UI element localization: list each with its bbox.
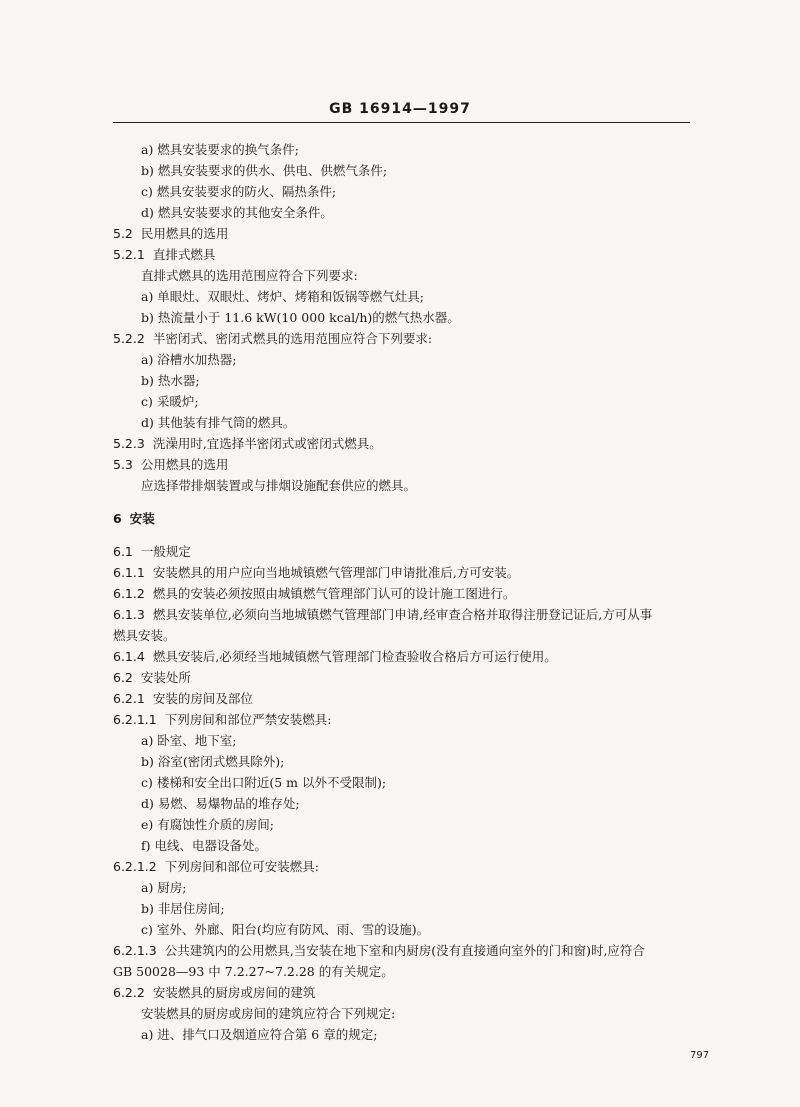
clause-number: 5.2.1 <box>113 247 145 262</box>
line-text: 应选择带排烟装置或与排烟设施配套供应的燃具。 <box>141 478 417 493</box>
clause-number: 6.2.2 <box>113 985 145 1000</box>
clause-line <box>113 583 515 604</box>
text-line <box>141 898 225 919</box>
clause-text: 燃具安装后,必须经当地城镇燃气管理部门检查验收合格后方可运行使用。 <box>152 649 557 664</box>
clause-number: 6 <box>113 511 122 526</box>
clause-text: 洗澡用时,宜选择半密闭式或密闭式燃具。 <box>152 436 382 451</box>
clause-line <box>113 244 215 265</box>
clause-line <box>113 541 191 562</box>
clause-text: 一般规定 <box>140 544 191 559</box>
line-text: b) 热水器; <box>141 373 200 388</box>
text-line <box>141 286 424 307</box>
clause-number: 6.1.4 <box>113 649 145 664</box>
clause-text: 下列房间和部位可安装燃具: <box>164 859 319 874</box>
line-text: e) 有腐蚀性介质的房间; <box>141 817 274 832</box>
clause-text: 燃具安装单位,必须向当地城镇燃气管理部门申请,经审查合格并取得注册登记证后,方可从事 <box>152 607 653 622</box>
clause-text: 安装的房间及部位 <box>152 691 253 706</box>
clause-line <box>113 688 253 709</box>
line-text: 直排式燃具的选用范围应符合下列要求: <box>141 268 358 283</box>
text-line <box>141 181 336 202</box>
line-text: c) 楼梯和安全出口附近(5 m 以外不受限制); <box>141 775 387 790</box>
line-text: c) 燃具安装要求的防火、隔热条件; <box>141 184 337 199</box>
line-text: f) 电线、电器设备处。 <box>141 838 267 853</box>
line-text: 燃具安装。 <box>113 628 176 643</box>
clause-line <box>113 709 331 730</box>
text-line <box>141 751 284 772</box>
text-line <box>141 919 429 940</box>
line-text: c) 室外、外廊、阳台(均应有防风、雨、雪的设施)。 <box>141 922 430 937</box>
line-text: a) 燃具安装要求的换气条件; <box>141 142 300 157</box>
clause-number: 6.2.1 <box>113 691 145 706</box>
clause-number: 5.2 <box>113 226 133 241</box>
page-header: GB 16914—1997 <box>329 101 471 117</box>
clause-line <box>113 328 432 349</box>
text-line <box>141 160 387 181</box>
clause-line <box>113 982 315 1003</box>
text-line <box>141 1003 395 1024</box>
clause-line <box>113 454 228 475</box>
clause-number: 6.1.3 <box>113 607 145 622</box>
line-text: 安装燃具的厨房或房间的建筑应符合下列规定: <box>141 1006 396 1021</box>
clause-line <box>113 223 228 244</box>
line-text: b) 燃具安装要求的供水、供电、供燃气条件; <box>141 163 388 178</box>
line-text: a) 进、排气口及烟道应符合第 6 章的规定; <box>141 1027 378 1042</box>
clause-number: 5.3 <box>113 457 133 472</box>
clause-text: 安装燃具的用户应向当地城镇燃气管理部门申请批准后,方可安装。 <box>152 565 520 580</box>
line-text: b) 浴室(密闭式燃具除外); <box>141 754 285 769</box>
text-line <box>141 391 199 412</box>
text-line <box>141 370 200 391</box>
clause-text: 半密闭式、密闭式燃具的选用范围应符合下列要求: <box>152 331 433 346</box>
line-text: a) 厨房; <box>141 880 187 895</box>
clause-line <box>113 562 519 583</box>
clause-line <box>113 940 645 961</box>
text-line <box>141 814 274 835</box>
clause-text: 安装 <box>129 511 155 526</box>
clause-number: 6.2.1.2 <box>113 859 157 874</box>
line-text: d) 其他装有排气筒的燃具。 <box>141 415 296 430</box>
clause-text: 直排式燃具 <box>152 247 216 262</box>
clause-number: 6.1.1 <box>113 565 145 580</box>
page-number: 797 <box>690 1050 710 1061</box>
text-line <box>141 772 386 793</box>
text-line <box>141 835 267 856</box>
text-line <box>141 202 333 223</box>
header-rule <box>113 122 690 123</box>
text-line <box>141 793 300 814</box>
clause-number: 5.2.3 <box>113 436 145 451</box>
clause-text: 下列房间和部位严禁安装燃具: <box>164 712 332 727</box>
clause-line <box>113 604 652 625</box>
text-line <box>141 349 237 370</box>
text-line <box>141 307 460 328</box>
text-line <box>141 877 187 898</box>
clause-text: 安装处所 <box>140 670 191 685</box>
clause-text: 安装燃具的厨房或房间的建筑 <box>152 985 316 1000</box>
text-line <box>113 625 176 646</box>
line-text: b) 非居住房间; <box>141 901 225 916</box>
clause-line <box>113 433 382 454</box>
text-line <box>141 475 416 496</box>
text-line <box>141 1024 377 1045</box>
clause-text: 燃具的安装必须按照由城镇燃气管理部门认可的设计施工图进行。 <box>152 586 516 601</box>
text-line <box>141 730 237 751</box>
text-line <box>113 961 394 982</box>
line-text: GB 50028—93 中 7.2.27~7.2.28 的有关规定。 <box>113 964 394 979</box>
clause-line <box>113 667 191 688</box>
line-text: d) 易燃、易爆物品的堆存处; <box>141 796 300 811</box>
clause-line <box>113 508 155 529</box>
line-text: a) 卧室、地下室; <box>141 733 237 748</box>
clause-text: 公共建筑内的公用燃具,当安装在地下室和内厨房(没有直接通向室外的门和窗)时,应符合 <box>164 943 645 958</box>
clause-text: 公用燃具的选用 <box>140 457 229 472</box>
clause-number: 6.2.1.1 <box>113 712 157 727</box>
line-text: d) 燃具安装要求的其他安全条件。 <box>141 205 333 220</box>
line-text: a) 浴槽水加热器; <box>141 352 237 367</box>
line-text: a) 单眼灶、双眼灶、烤炉、烤箱和饭锅等燃气灶具; <box>141 289 425 304</box>
text-line <box>141 412 295 433</box>
clause-number: 5.2.2 <box>113 331 145 346</box>
clause-line <box>113 646 557 667</box>
line-text: c) 采暖炉; <box>141 394 199 409</box>
text-line <box>141 139 299 160</box>
text-line <box>141 265 358 286</box>
clause-number: 6.2.1.3 <box>113 943 157 958</box>
clause-number: 6.1.2 <box>113 586 145 601</box>
clause-text: 民用燃具的选用 <box>140 226 229 241</box>
clause-number: 6.2 <box>113 670 133 685</box>
clause-number: 6.1 <box>113 544 133 559</box>
line-text: b) 热流量小于 11.6 kW(10 000 kcal/h)的燃气热水器。 <box>141 310 460 325</box>
clause-line <box>113 856 319 877</box>
